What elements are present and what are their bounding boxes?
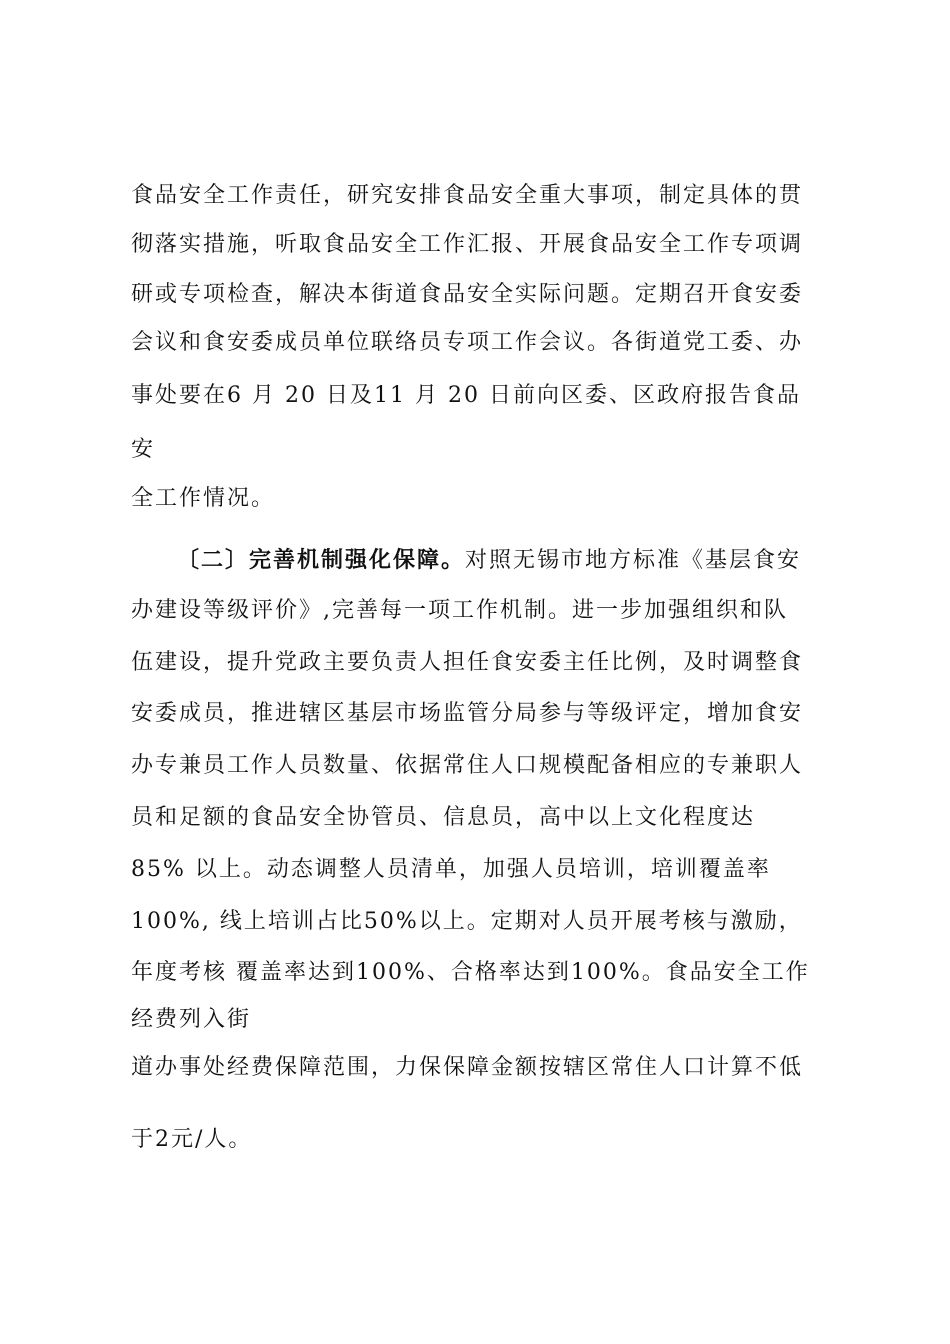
section-heading-line	[177, 545, 801, 576]
paragraph-line: 员和足额的食品安全协管员、信息员，高中以上文化程度达	[131, 805, 756, 830]
paragraph-line: 年度考核 覆盖率达到100%、合格率达到100%。食品安全工作	[131, 960, 810, 985]
paragraph-line: 85% 以上。动态调整人员清单，加强人员培训，培训覆盖率	[131, 857, 771, 882]
paragraph-line: 于2元/人。	[131, 1127, 253, 1152]
paragraph-line: 安委成员，推进辖区基层市场监管分局参与等级评定，增加食安	[131, 701, 804, 726]
paragraph-line: 会议和食安委成员单位联络员专项工作会议。各街道党工委、办	[131, 330, 804, 355]
paragraph-line: 办建设等级评价》,完善每一项工作机制。进一步加强组织和队	[131, 598, 788, 623]
paragraph-line: 全工作情况。	[131, 486, 276, 511]
paragraph-line: 研或专项检查，解决本街道食品安全实际问题。定期召开食安委	[131, 282, 804, 307]
paragraph-text: 对照无锡市地方标准《基层食安	[465, 548, 802, 573]
paragraph-line: 彻落实措施，听取食品安全工作汇报、开展食品安全工作专项调	[131, 232, 804, 257]
paragraph-line: 事处要在6 月 20 日及11 月 20 日前向区委、区政府报告食品	[131, 383, 801, 408]
paragraph-line: 经费列入街	[131, 1007, 252, 1032]
paragraph-line: 办专兼员工作人员数量、依据常住人口规模配备相应的专兼职人	[131, 753, 804, 778]
paragraph-line: 伍建设，提升党政主要负责人担任食安委主任比例，及时调整食	[131, 650, 804, 675]
paragraph-line: 100%, 线上培训占比50%以上。定期对人员开展考核与激励，	[131, 909, 803, 934]
section-heading: 〔二〕完善机制强化保障。	[177, 547, 466, 573]
paragraph-line: 安	[131, 437, 156, 462]
paragraph-line: 食品安全工作责任，研究安排食品安全重大事项，制定具体的贯	[131, 183, 804, 208]
paragraph-line: 道办事处经费保障范围，力保保障金额按辖区常住人口计算不低	[131, 1055, 804, 1080]
